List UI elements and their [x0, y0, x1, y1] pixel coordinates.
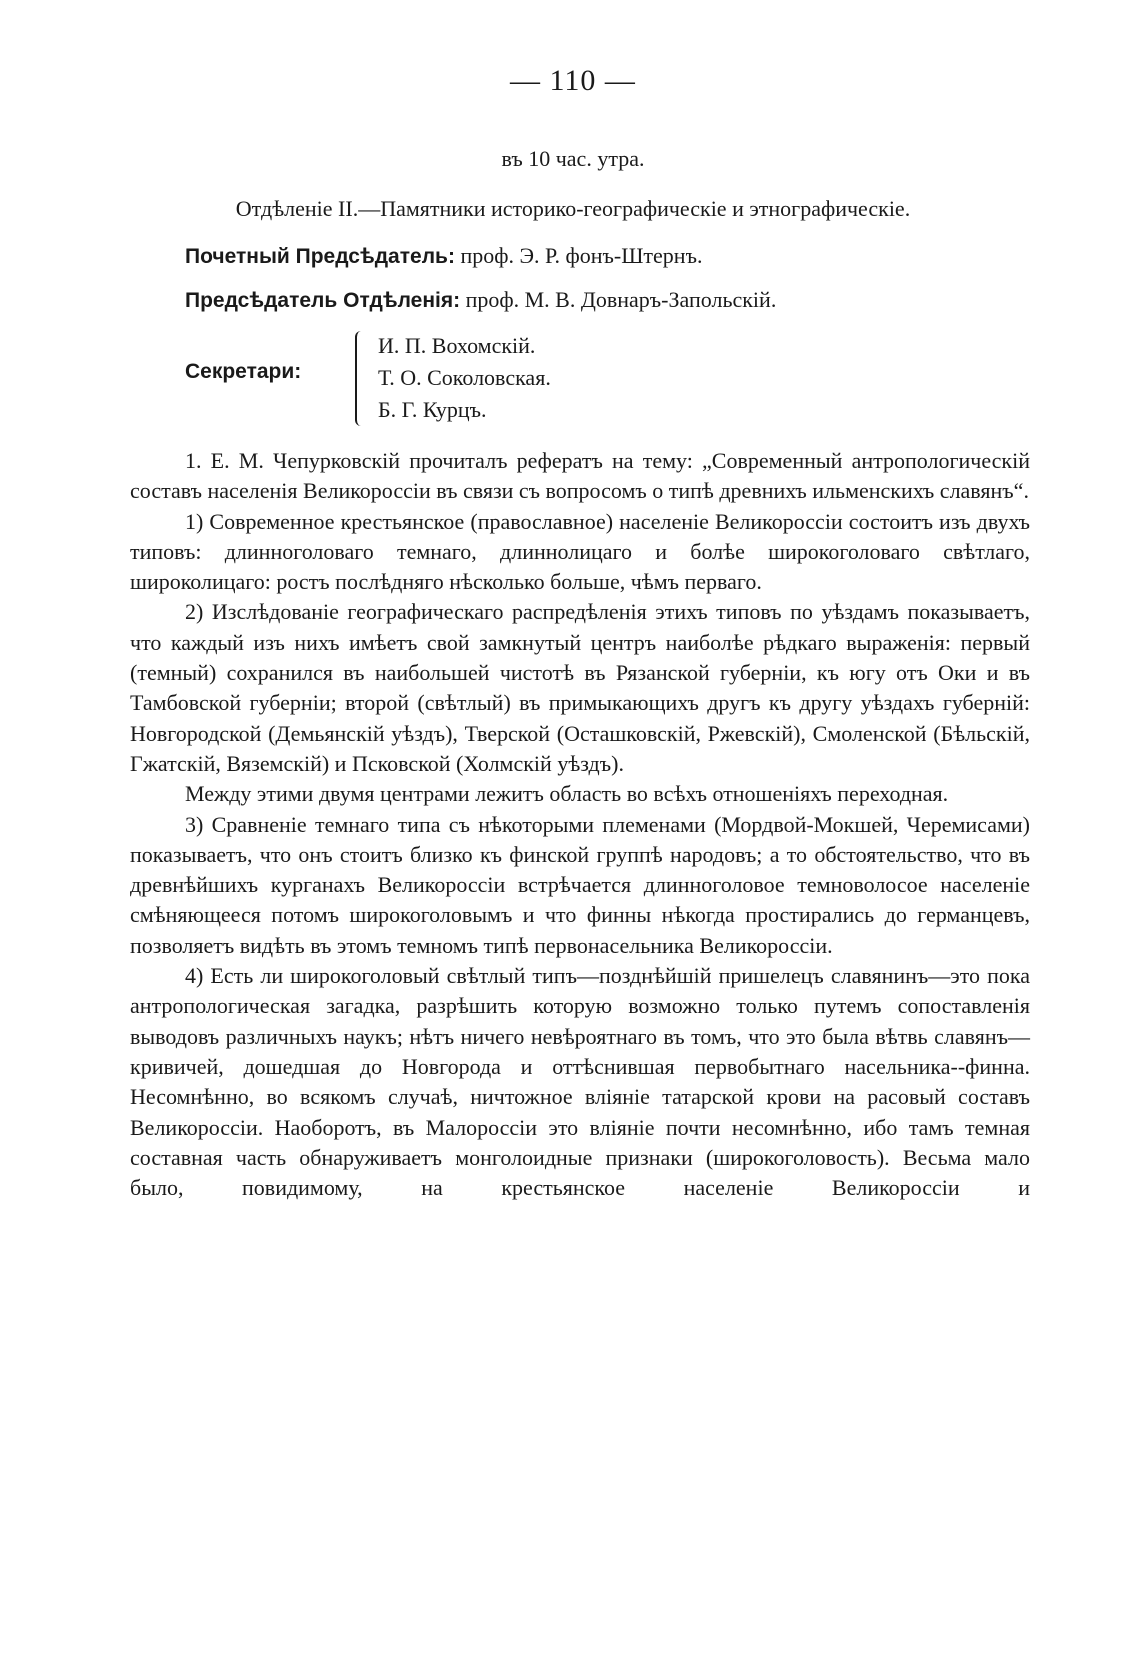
secretaries-label: Секретари:: [185, 360, 302, 383]
chair-value: проф. М. В. Довнаръ-Запольскій.: [465, 287, 777, 312]
paragraph: 1. Е. М. Чепурковскій прочиталъ рефератъ на тему: „Современный антропологическій составъ населенія Великороссіи въ связи съ вопросомъ о типѣ древнихъ ильменскихъ славянъ“.: [130, 448, 1030, 504]
section-heading: Отдѣленіе II.—Памятники историко-географическіе и этнографическіе.: [235, 196, 911, 221]
page-number: — 110 —: [510, 64, 636, 97]
honorary-chair-line: [185, 243, 702, 269]
secretaries-brace: [355, 331, 363, 426]
report-body: [130, 446, 1030, 1203]
session-time: въ 10 час. утра.: [501, 146, 645, 171]
paragraph: Между этими двумя центрами лежитъ область во всѣхъ отношеніяхъ переходная.: [185, 781, 949, 807]
honorary-chair-value: проф. Э. Р. фонъ-Штернъ.: [460, 243, 703, 268]
secretary-name: И. П. Вохомскій.: [378, 333, 536, 358]
secretary-name: Б. Г. Курцъ.: [378, 397, 487, 422]
paragraph: 4) Есть ли широкоголовый свѣтлый типъ—позднѣйшій пришелецъ славянинъ—это пока антропологическая загадка, разрѣшить которую возможно только путемъ сопоставленія выводовъ различныхъ наукъ; нѣтъ ничего невѣроятнаго въ томъ, что это была вѣтвь славянъ—кривичей, дошедшая до Новгорода и оттѣснившая первобытнаго насельника--финна. Несомнѣнно, во всякомъ случаѣ, ничтожное вліяніе татарской крови на расовый составъ Великороссіи. Наоборотъ, въ Малороссіи это вліяніе почти несомнѣнно, ибо тамъ темная составная часть обнаруживаетъ монголоидные признаки (широкоголовость). Весьма мало было, повидимому, на крестьянское населеніе Великороссіи и: [130, 963, 1030, 1201]
paragraph: 1) Современное крестьянское (православное) населеніе Великороссіи состоитъ изъ двухъ типовъ: длинноголоваго темнаго, длиннолицаго и болѣе широкоголоваго свѣтлаго, широколицаго: ростъ послѣдняго нѣсколько больше, чѣмъ перваго.: [130, 508, 1030, 595]
honorary-chair-label: Почетный Предсѣдатель:: [185, 245, 455, 268]
paragraph: 2) Изслѣдованіе географическаго распредѣленія этихъ типовъ по уѣздамъ показываетъ, что каждый изъ нихъ имѣетъ свой замкнутый центръ наиболѣе рѣдкаго выраженія: первый (темный) сохранился въ наибольшей чистотѣ въ Рязанской губерніи, къ югу отъ Оки и въ Тамбовской губерніи; второй (свѣтлый) въ примыкающихъ другъ къ другу уѣздахъ губерній: Новгородской (Демьянскій уѣздъ), Тверской (Осташковскій, Ржевскій), Смоленской (Бѣльскій, Гжатскій, Вяземскій) и Псковской (Холмскій уѣздъ).: [130, 599, 1030, 776]
chair-line: [185, 287, 776, 313]
chair-label: Предсѣдатель Отдѣленія:: [185, 289, 461, 312]
secretaries-list: [378, 330, 551, 426]
paragraph: 3) Сравненіе темнаго типа съ нѣкоторыми племенами (Мордвой-Мокшей, Черемисами) показываетъ, что онъ стоитъ близко къ финской группѣ народовъ; а то обстоятельство, что въ древнѣйшихъ курганахъ Великороссіи встрѣчается длинноголовое темноволосое населеніе смѣняющееся потомъ широкоголовымъ и что финны нѣкогда простирались до германцевъ, позволяетъ видѣть въ этомъ темномъ типѣ первонасельника Великороссіи.: [130, 811, 1030, 958]
secretary-name: Т. О. Соколовская.: [378, 365, 551, 390]
